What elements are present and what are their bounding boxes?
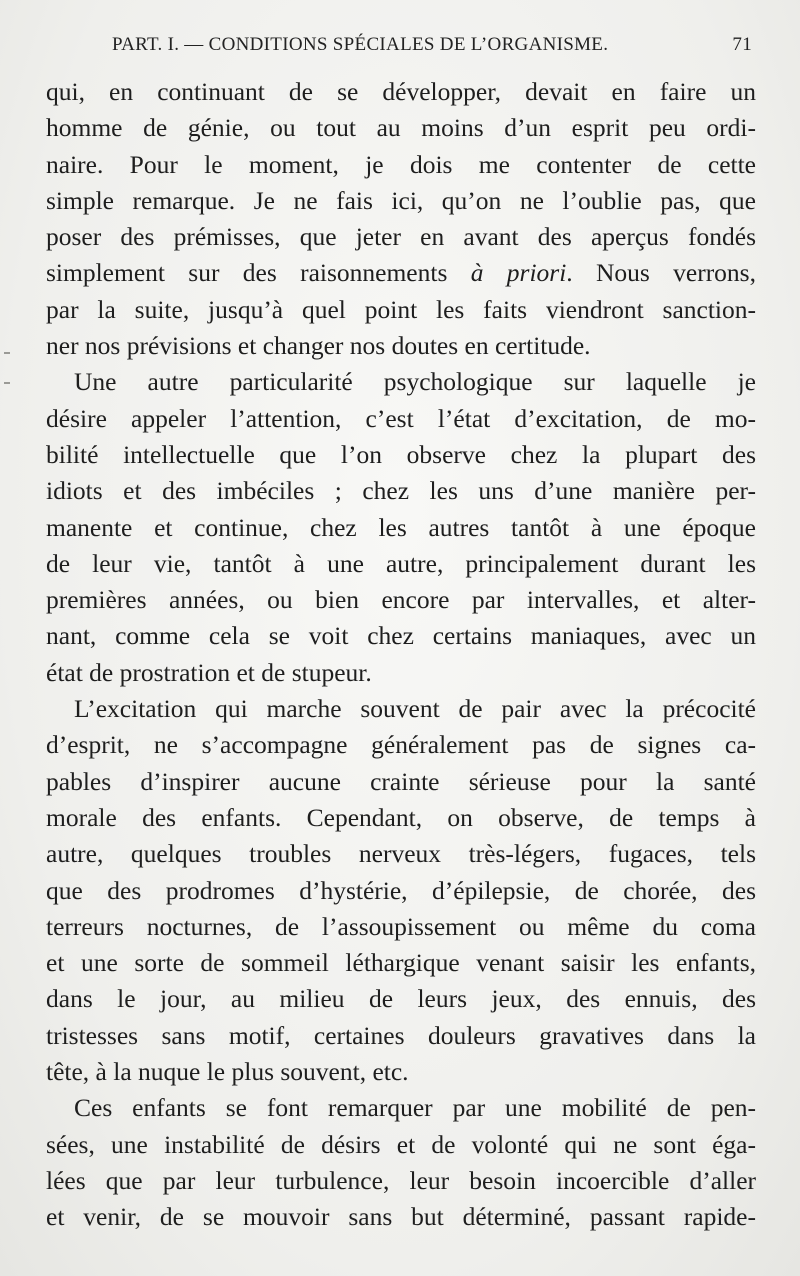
text-line: homme de génie, ou tout au moins d’un esprit peu ordi- [46, 113, 756, 143]
paragraph-end-line: état de prostration et de stupeur. [46, 657, 372, 687]
paragraph-end-line: tête, à la nuque le plus souvent, etc. [46, 1057, 409, 1087]
running-head [112, 34, 752, 62]
text-line: idiots et des imbéciles ; chez les uns d’une manière per- [46, 476, 756, 506]
text-line: de leur vie, tantôt à une autre, principalement durant les [46, 548, 756, 578]
text-line: désire appeler l’attention, c’est l’état d’excitation, de mo- [46, 403, 756, 433]
text-line: sées, une instabilité de désirs et de volonté qui ne sont éga- [46, 1129, 756, 1159]
paragraph-end-line: ner nos prévisions et changer nos doutes en certitude. [46, 331, 591, 361]
page-edge-mark [4, 352, 10, 354]
text-line: dans le jour, au milieu de leurs jeux, des ennuis, des [46, 984, 756, 1014]
italic-term: à priori [470, 258, 567, 288]
text-line: manente et continue, chez les autres tantôt à une époque [46, 512, 756, 542]
text-line: et venir, de se mouvoir sans but déterminé, passant rapide- [46, 1202, 756, 1232]
text-line: bilité intellectuelle que l’on observe chez la plupart des [46, 439, 756, 469]
text-line: tristesses sans motif, certaines douleurs gravatives dans la [46, 1020, 756, 1050]
text-line: et une sorte de sommeil léthargique venant saisir les enfants, [46, 948, 756, 978]
text-line: naire. Pour le moment, je dois me contenter de cette [46, 149, 756, 179]
text-line: premières années, ou bien encore par intervalles, et alter- [46, 585, 756, 615]
text-line: pables d’inspirer aucune crainte sérieuse pour la santé [46, 766, 756, 796]
paragraph-start-line: Une autre particularité psychologique sur laquelle je [74, 367, 756, 397]
body-text [46, 74, 756, 1236]
text-line: d’esprit, ne s’accompagne généralement pas de signes ca- [46, 730, 756, 760]
text-line: lées que par leur turbulence, leur besoin incoercible d’aller [46, 1165, 756, 1195]
text-segment: simplement sur des raisonnements [46, 258, 471, 288]
paragraph-start-line: L’excitation qui marche souvent de pair avec la précocité [74, 694, 756, 724]
text-line: nant, comme cela se voit chez certains maniaques, avec un [46, 621, 756, 651]
text-line: qui, en continuant de se développer, devait en faire un [46, 77, 756, 106]
running-head-title: PART. I. — CONDITIONS SPÉCIALES DE L’ORGANISME. [112, 34, 609, 55]
text-line: autre, quelques troubles nerveux très-légers, fugaces, tels [46, 839, 756, 869]
text-line-with-italic [46, 255, 756, 291]
text-line: que des prodromes d’hystérie, d’épilepsie, de chorée, des [46, 875, 756, 905]
text-line: simple remarque. Je ne fais ici, qu’on ne l’oublie pas, que [46, 185, 756, 215]
text-segment: . Nous verrons, [566, 258, 756, 288]
page-number: 71 [732, 34, 752, 55]
paragraph-start-line: Ces enfants se font remarquer par une mobilité de pen- [74, 1093, 756, 1123]
text-line: morale des enfants. Cependant, on observe, de temps à [46, 802, 756, 832]
text-line: terreurs nocturnes, de l’assoupissement ou même du coma [46, 911, 756, 941]
text-line: poser des prémisses, que jeter en avant des aperçus fondés [46, 222, 756, 252]
text-line: par la suite, jusqu’à quel point les faits viendront sanction- [46, 294, 756, 324]
page-edge-mark [4, 382, 10, 384]
